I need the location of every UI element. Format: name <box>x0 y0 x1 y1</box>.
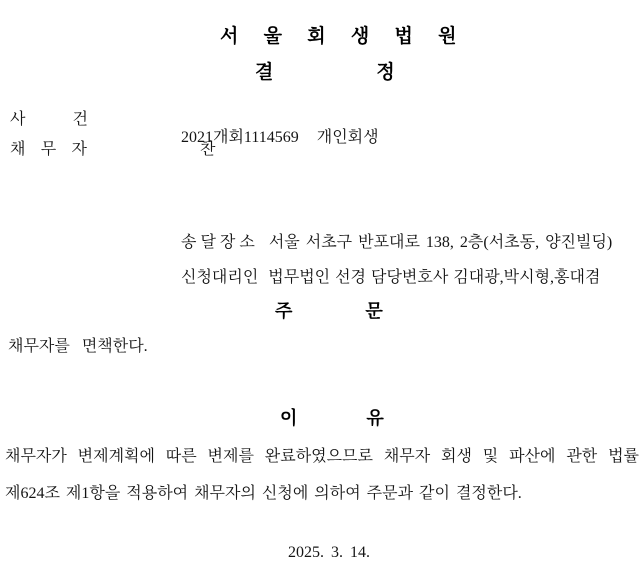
case-label-char: 건 <box>72 111 88 128</box>
case-label-char: 사 <box>10 111 26 128</box>
reason-heading <box>280 404 384 430</box>
service-address-label: 송달장소 <box>181 234 259 251</box>
reason-heading-char-left: 이 <box>280 408 298 428</box>
order-heading-char-right: 문 <box>365 301 383 321</box>
reason-paragraph-line-2: 제624조 제1항을 적용하여 채무자의 신청에 의하여 주문과 같이 결정한다. <box>5 485 522 502</box>
case-value <box>165 106 379 165</box>
attorney-value: 법무법인 선경 담당변호사 김대광,박시형,홍대겸 <box>268 269 601 286</box>
debtor-label-char: 무 <box>40 141 57 158</box>
debtor-label <box>10 136 87 159</box>
decision-date: 2025. 3. 14. <box>288 544 370 561</box>
decision-heading-char-right: 정 <box>376 62 395 83</box>
case-type: 개인회생 <box>316 129 379 146</box>
debtor-name: 찬 <box>200 141 216 158</box>
order-text: 채무자를 면책한다. <box>8 338 148 355</box>
attorney-label: 신청대리인 <box>181 269 259 286</box>
case-label <box>10 106 88 129</box>
court-name-title: 서 울 회 생 법 원 <box>220 26 467 47</box>
decision-heading <box>255 57 395 84</box>
decision-heading-char-left: 결 <box>255 62 274 83</box>
service-address-value: 서울 서초구 반포대로 138, 2층(서초동, 양진빌딩) <box>268 234 613 251</box>
order-heading <box>275 297 383 323</box>
case-number: 2021개회1114569 <box>181 129 299 146</box>
debtor-label-char: 자 <box>71 141 87 158</box>
debtor-label-char: 채 <box>10 141 26 158</box>
reason-paragraph-line-1: 채무자가 변제계획에 따른 변제를 완료하였으므로 채무자 회생 및 파산에 관한 법률 <box>5 448 639 465</box>
order-heading-char-left: 주 <box>275 301 293 321</box>
reason-heading-char-right: 유 <box>366 408 384 428</box>
